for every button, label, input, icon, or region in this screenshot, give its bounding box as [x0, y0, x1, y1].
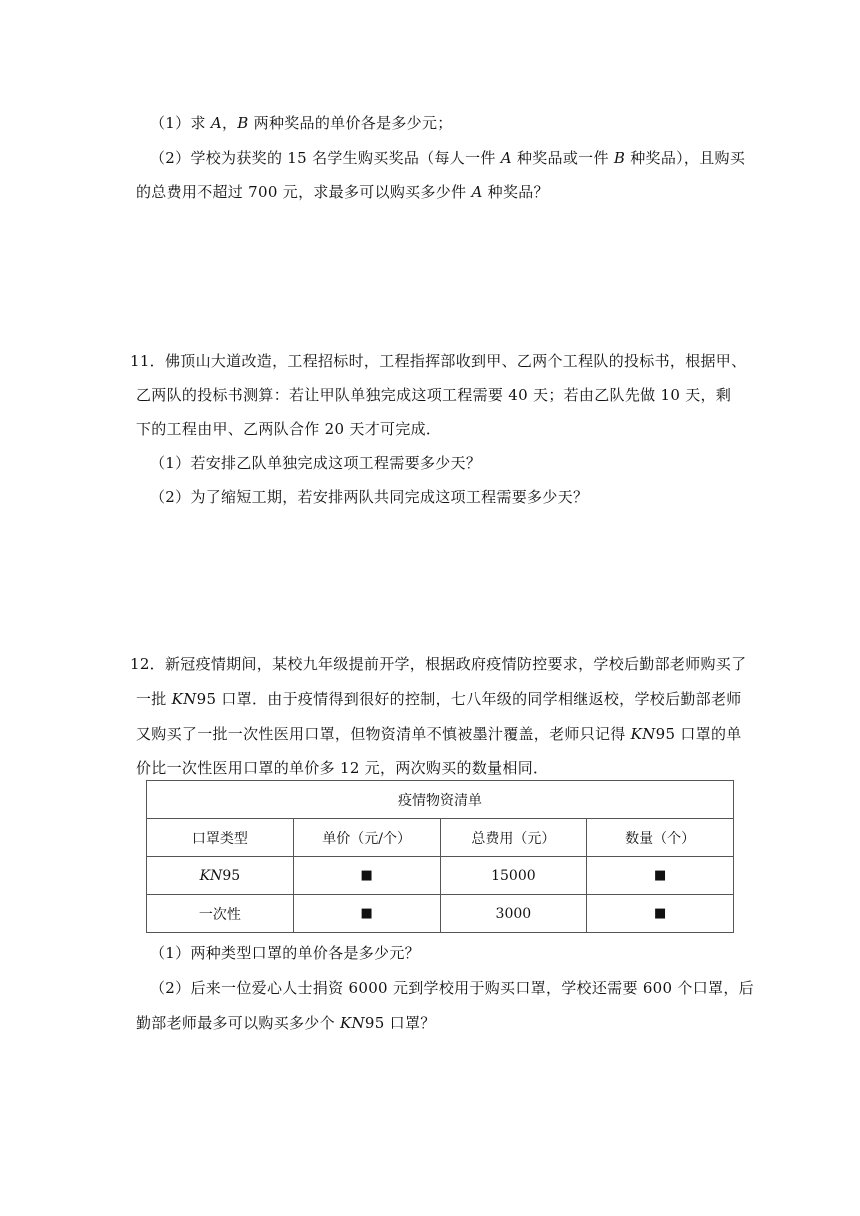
cell-type: 一次性 [147, 895, 294, 933]
cell-total: 15000 [440, 857, 587, 895]
cell-qty-covered: ■ [587, 857, 734, 895]
cell-price-covered: ■ [293, 895, 440, 933]
q11-part2: （2）为了缩短工期，若安排两队共同完成这项工程需要多少天？ [150, 488, 589, 506]
q12-line3: 又购买了一批一次性医用口罩，但物资清单不慎被墨汁覆盖，老师只记得 KN95 口罩的单 [136, 725, 742, 743]
header-total-cost: 总费用（元） [440, 819, 587, 857]
table-title: 疫情物资清单 [147, 781, 734, 819]
q12-line2: 一批 KN95 口罩．由于疫情得到很好的控制，七八年级的同学相继返校，学校后勤部老师 [136, 690, 742, 708]
q12-line4: 价比一次性医用口罩的单价多 12 元，两次购买的数量相同． [136, 759, 549, 777]
table-row [147, 857, 734, 895]
cell-qty-covered: ■ [587, 895, 734, 933]
table-row [147, 895, 734, 933]
header-unit-price: 单价（元/个） [293, 819, 440, 857]
q10-part2-line1: （2）学校为获奖的 15 名学生购买奖品（每人一件 A 种奖品或一件 B 种奖品），且购买 [150, 149, 746, 167]
q12-line1: 12．新冠疫情期间，某校九年级提前开学，根据政府疫情防控要求，学校后勤部老师购买了 [130, 655, 747, 673]
q10-part1: （1）求 A，B 两种奖品的单价各是多少元； [150, 114, 453, 132]
cell-total: 3000 [440, 895, 587, 933]
header-quantity: 数量（个） [587, 819, 734, 857]
q11-line2: 乙两队的投标书测算：若让甲队单独完成这项工程需要 40 天；若由乙队先做 10 天，剩 [136, 386, 732, 404]
q10-part2-line2: 的总费用不超过 700 元，求最多可以购买多少件 A 种奖品？ [136, 183, 549, 201]
q12-part1: （1）两种类型口罩的单价各是多少元？ [150, 944, 420, 962]
q11-part1: （1）若安排乙队单独完成这项工程需要多少天？ [150, 454, 482, 472]
q12-part2-line2: 勤部老师最多可以购买多少个 KN95 口罩？ [136, 1014, 436, 1032]
q11-line1: 11．佛顶山大道改造，工程招标时，工程指挥部收到甲、乙两个工程队的投标书，根据甲、 [130, 352, 747, 370]
q12-part2-line1: （2）后来一位爱心人士捐资 6000 元到学校用于购买口罩，学校还需要 600 个口罩，后 [150, 979, 754, 997]
header-mask-type: 口罩类型 [147, 819, 294, 857]
q11-line3: 下的工程由甲、乙两队合作 20 天才可完成． [136, 420, 442, 438]
table-header-row [147, 819, 734, 857]
cell-price-covered: ■ [293, 857, 440, 895]
supplies-table [146, 780, 734, 933]
cell-type: KN95 [147, 857, 294, 895]
